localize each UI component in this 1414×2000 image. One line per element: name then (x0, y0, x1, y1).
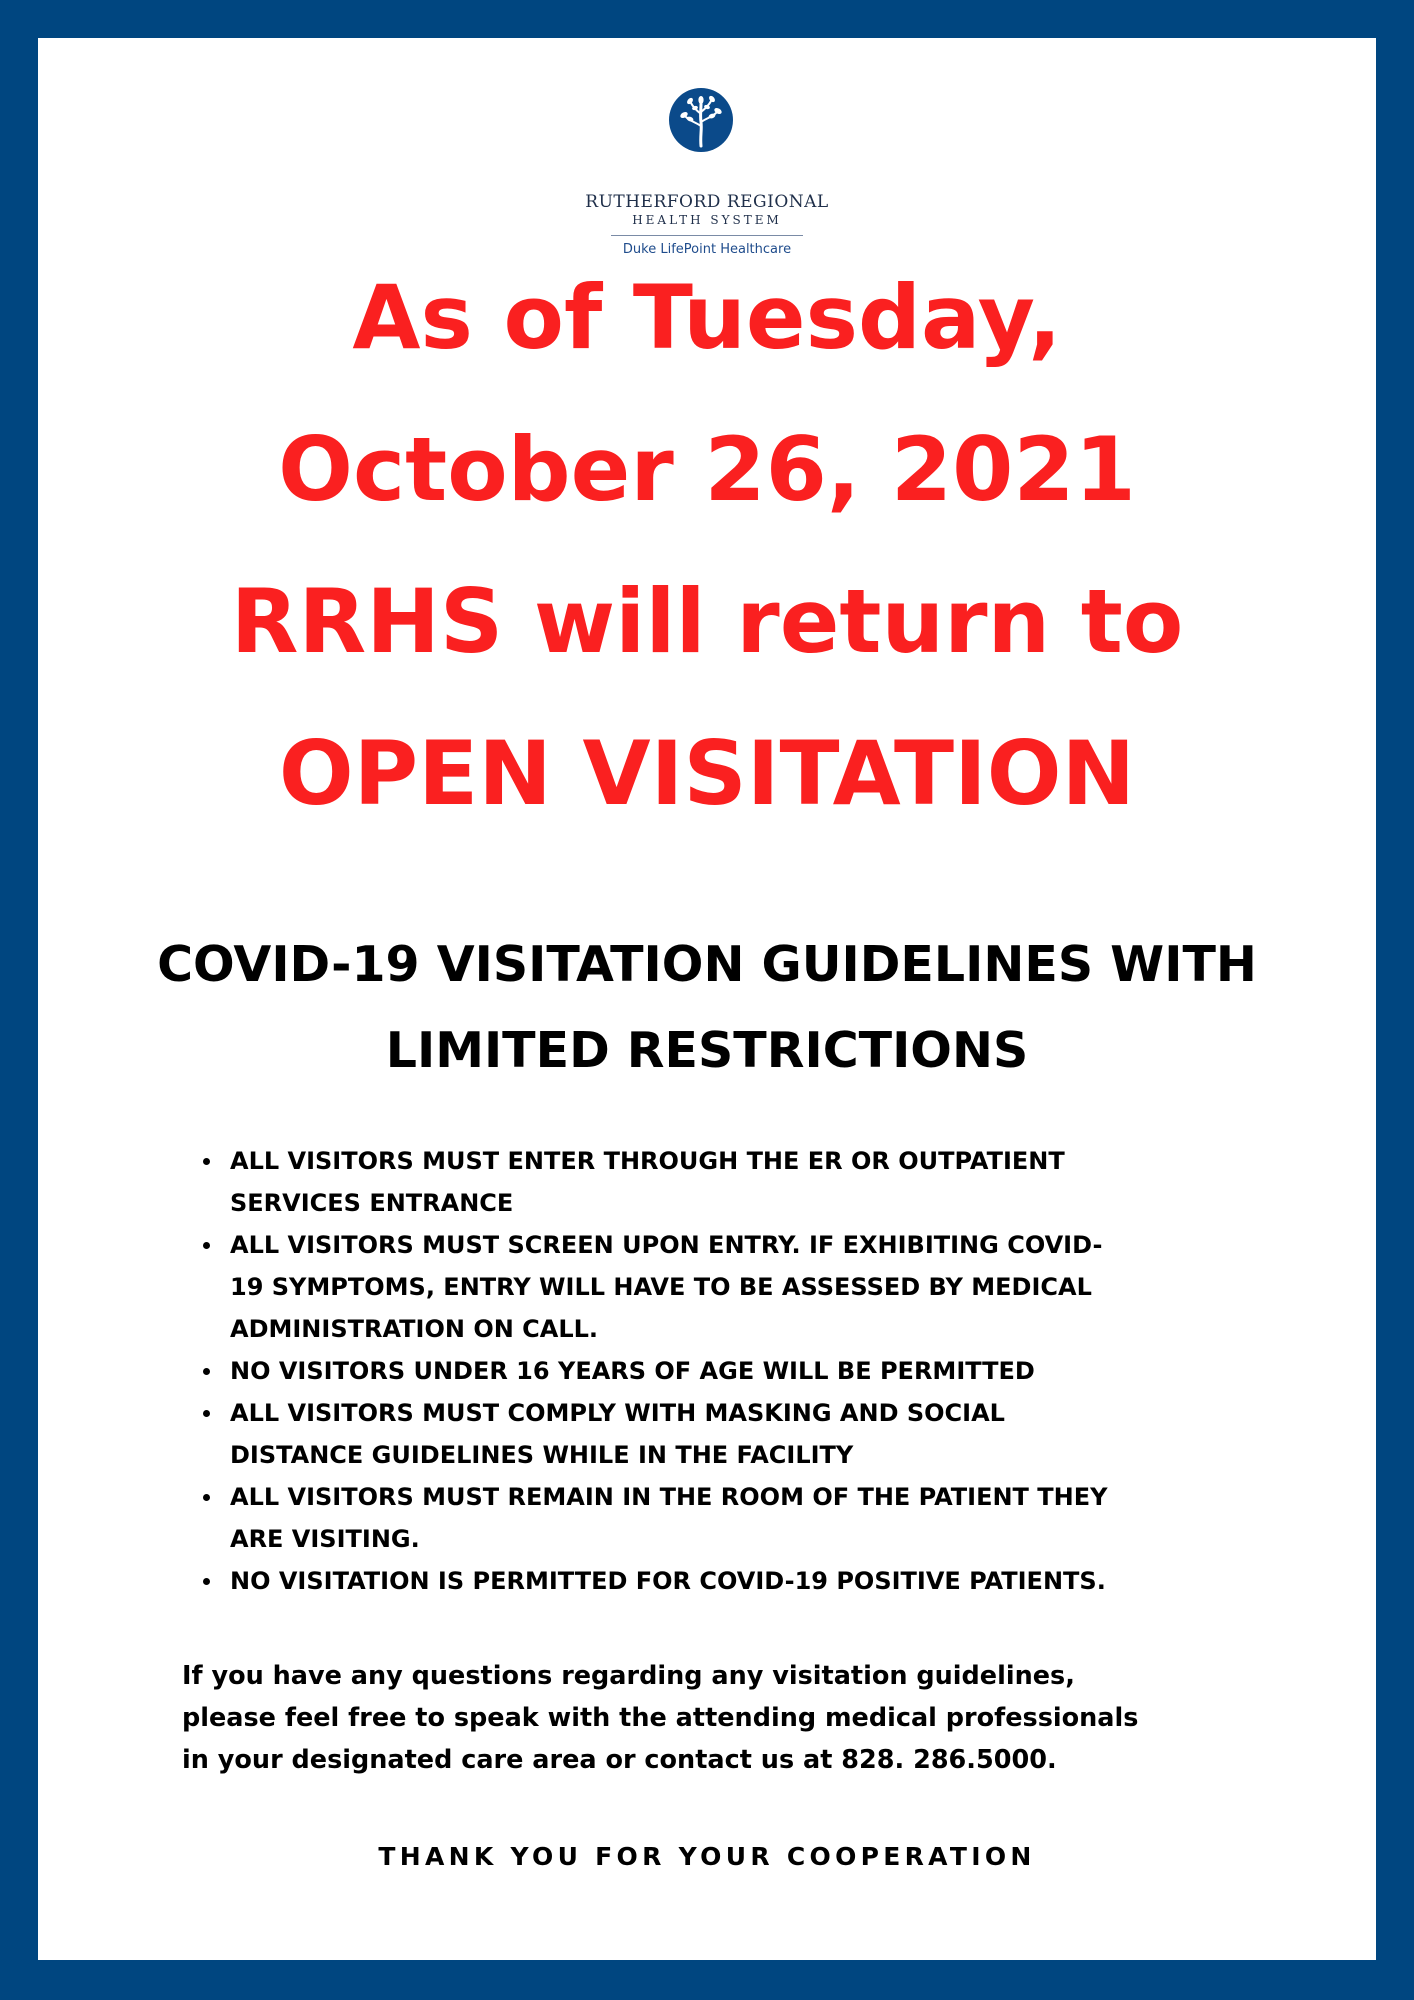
subheading-line: COVID-19 VISITATION GUIDELINES WITH (157, 936, 1257, 993)
logo-subname: HEALTH SYSTEM (632, 213, 782, 227)
headline-line: As of Tuesday, (352, 266, 1062, 369)
guideline-item (197, 1140, 1247, 1224)
guideline-text: ALL VISITORS MUST SCREEN UPON ENTRY. IF EXHIBITING COVID- (230, 1231, 1103, 1259)
bullet-icon (203, 1494, 210, 1501)
guideline-text: ALL VISITORS MUST COMPLY WITH MASKING AND SOCIAL (230, 1399, 1005, 1427)
guideline-text: ADMINISTRATION ON CALL. (230, 1315, 599, 1343)
bullet-icon (203, 1368, 210, 1375)
guideline-text: SERVICES ENTRANCE (230, 1189, 514, 1217)
guideline-item (197, 1224, 1247, 1350)
guideline-text: ALL VISITORS MUST REMAIN IN THE ROOM OF THE PATIENT THEY (230, 1483, 1108, 1511)
poster-page (38, 38, 1376, 1960)
guideline-text: DISTANCE GUIDELINES WHILE IN THE FACILITY (230, 1441, 854, 1469)
guideline-text: 19 SYMPTOMS, ENTRY WILL HAVE TO BE ASSESSED BY MEDICAL (230, 1273, 1092, 1301)
guideline-text: NO VISITATION IS PERMITTED FOR COVID-19 POSITIVE PATIENTS. (230, 1567, 1106, 1595)
contact-line: If you have any questions regarding any visitation guidelines, (182, 1661, 1075, 1691)
logo-divider (611, 235, 803, 236)
contact-paragraph (182, 1655, 1282, 1781)
guideline-text: ALL VISITORS MUST ENTER THROUGH THE ER OR OUTPATIENT (230, 1147, 1065, 1175)
subheading-line: LIMITED RESTRICTIONS (385, 1022, 1029, 1079)
guideline-item (197, 1476, 1247, 1560)
thank-you-footer: THANK YOU FOR YOUR COOPERATION (378, 1842, 1036, 1871)
headline-line: RRHS will return to (230, 570, 1184, 673)
logo (38, 88, 1376, 268)
bullet-icon (203, 1158, 210, 1165)
bullet-icon (203, 1242, 210, 1249)
guideline-item (197, 1560, 1247, 1602)
logo-name: RUTHERFORD REGIONAL (585, 192, 829, 212)
headline-line: OPEN VISITATION (278, 722, 1136, 825)
guideline-item (197, 1392, 1247, 1476)
bullet-icon (203, 1578, 210, 1585)
bullet-icon (203, 1410, 210, 1417)
guidelines-list (197, 1140, 1247, 1602)
contact-line: in your designated care area or contact us at 828. 286.5000. (182, 1745, 1057, 1775)
headline-line: October 26, 2021 (278, 418, 1136, 521)
contact-line: please feel free to speak with the attending medical professionals (182, 1703, 1139, 1733)
guideline-item (197, 1350, 1247, 1392)
guideline-text: NO VISITORS UNDER 16 YEARS OF AGE WILL BE PERMITTED (230, 1357, 1035, 1385)
logo-partner: Duke LifePoint Healthcare (622, 242, 792, 257)
guideline-text: ARE VISITING. (230, 1525, 420, 1553)
tree-emblem-icon (669, 88, 733, 152)
